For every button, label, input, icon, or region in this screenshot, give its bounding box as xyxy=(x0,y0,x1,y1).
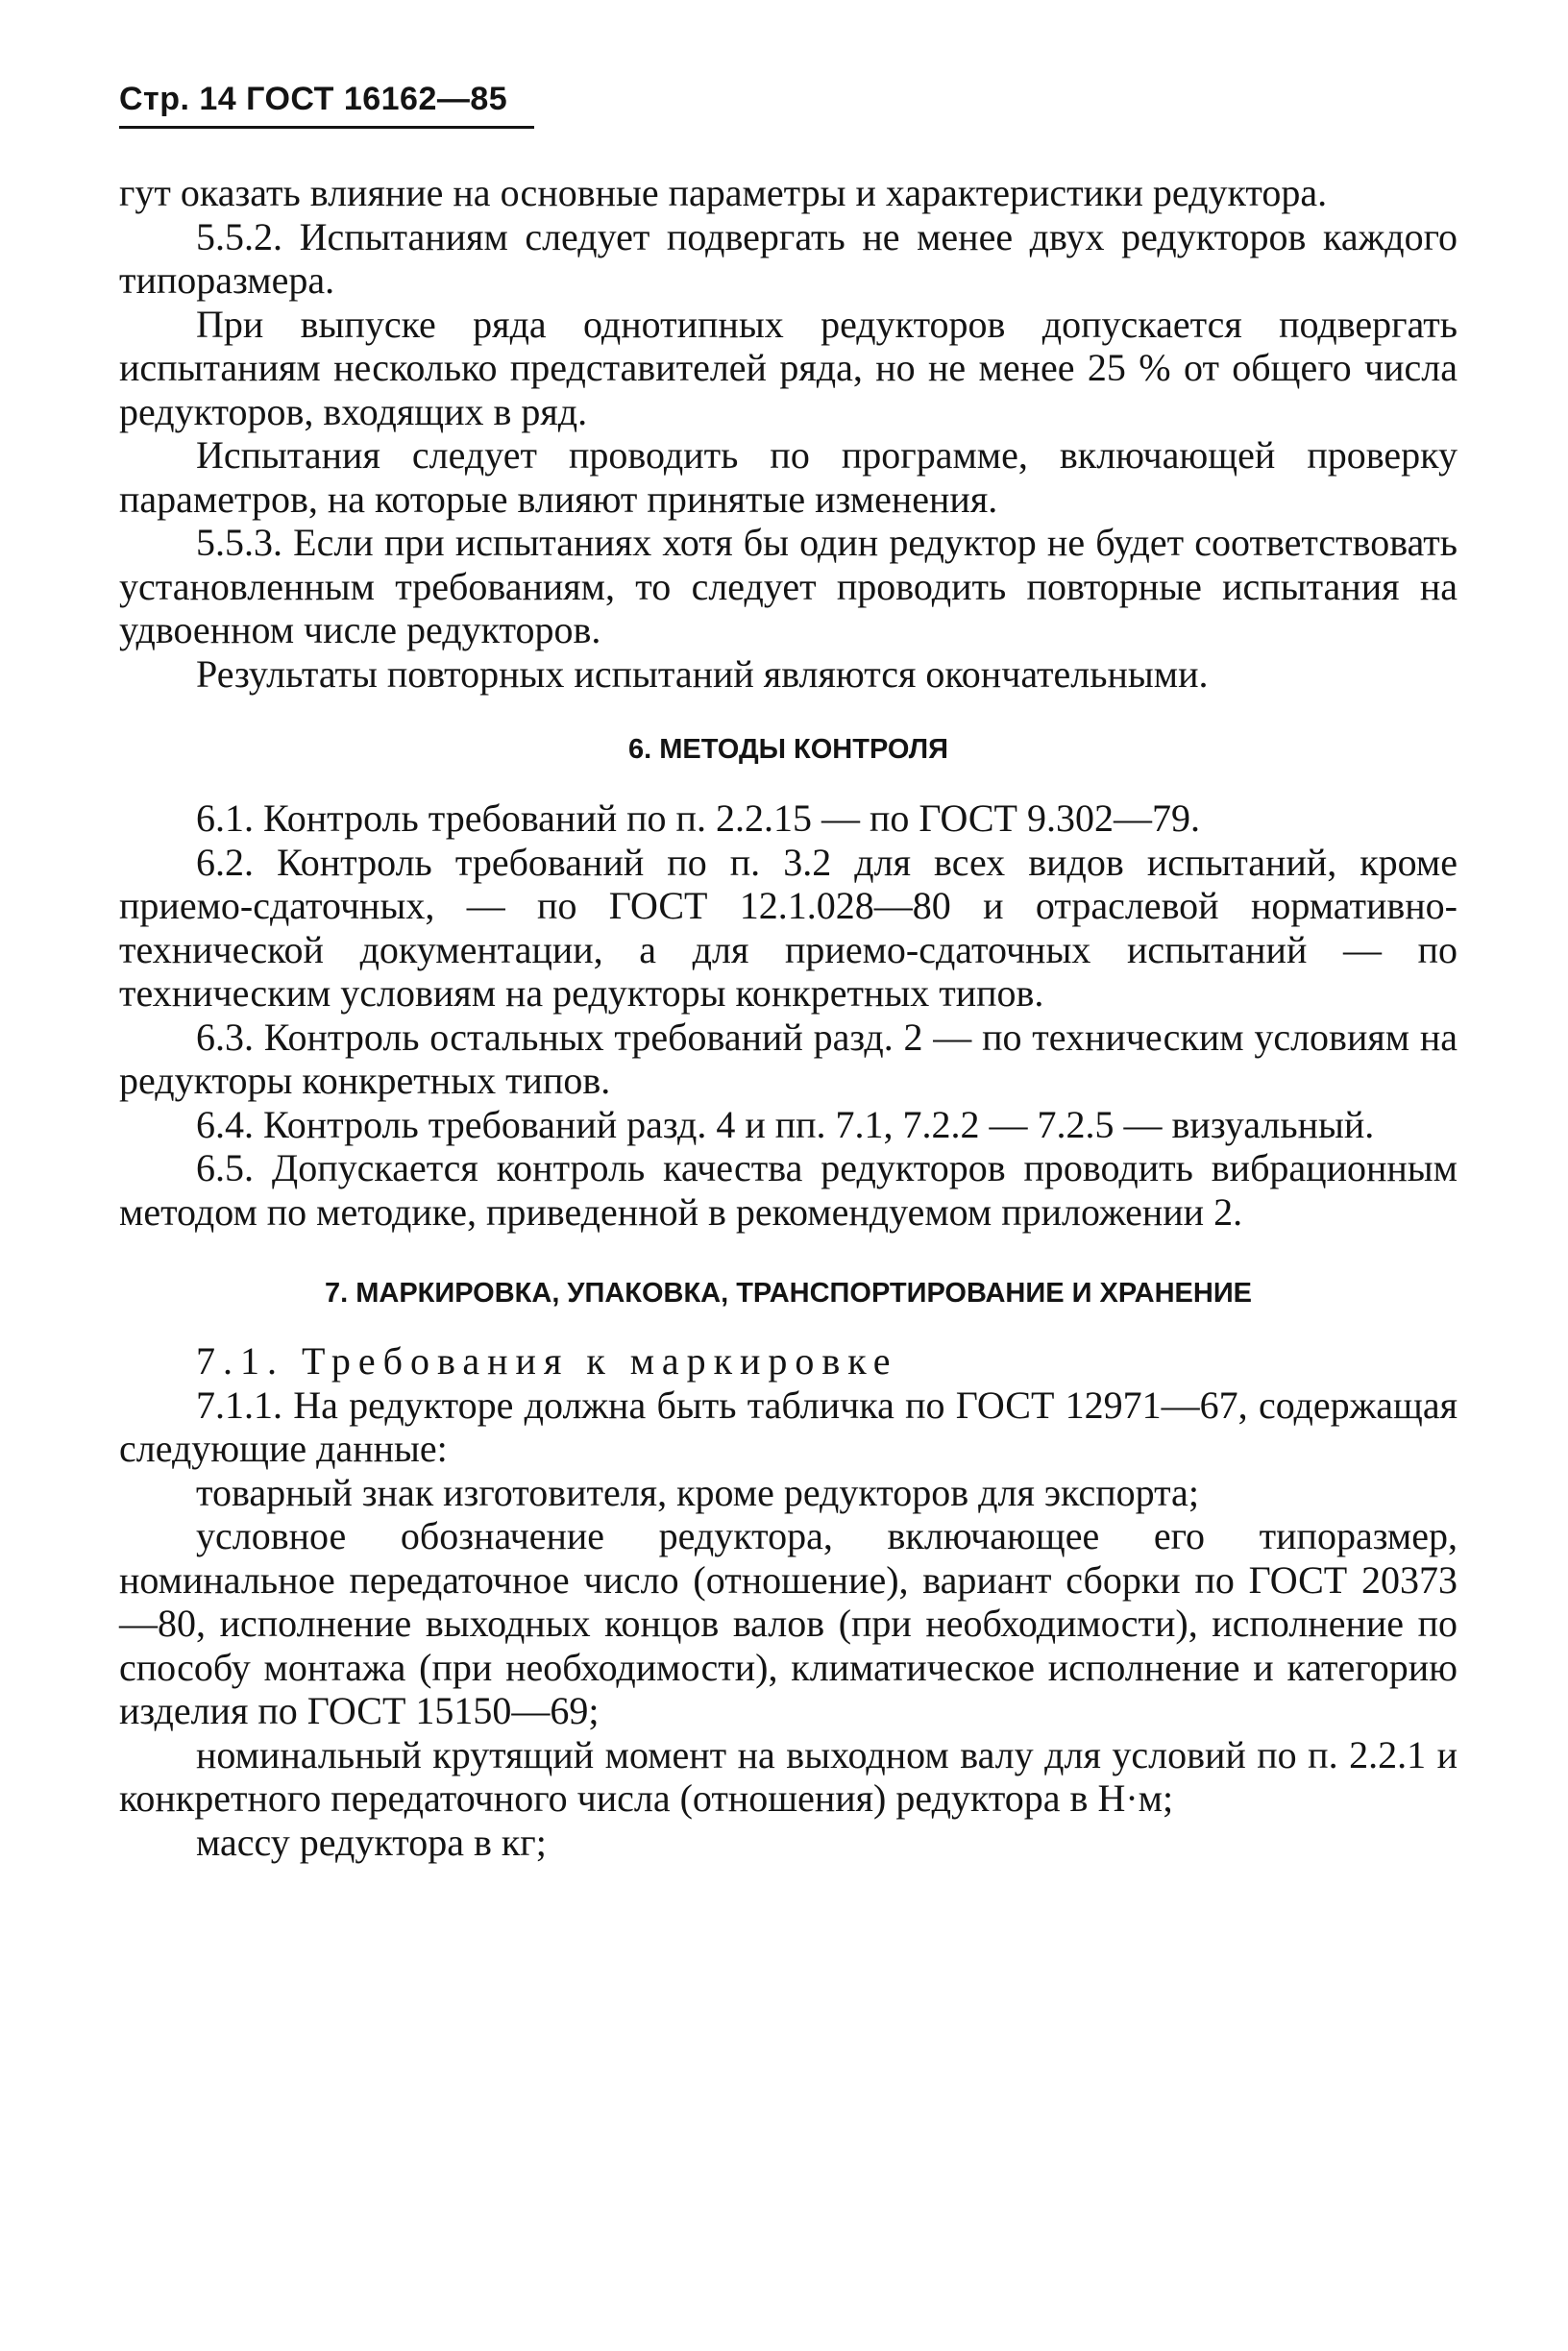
page-header: Стр. 14 ГОСТ 16162—85 xyxy=(119,81,508,117)
document-body xyxy=(119,171,1458,1864)
paragraph: 5.5.3. Если при испытаниях хотя бы один редуктор не будет соответствовать установленным требованиям, то следует проводить повторные испытания на удвоенном числе редукторов. xyxy=(119,521,1458,651)
paragraph: 6.1. Контроль требований по п. 2.2.15 — по ГОСТ 9.302—79. xyxy=(196,796,1200,840)
list-item: массу редуктора в кг; xyxy=(196,1820,547,1864)
paragraph: 5.5.2. Испытаниям следует подвергать не менее двух редукторов каждого типоразмера. xyxy=(119,214,1458,302)
list-item: номинальный крутящий момент на выходном валу для условий по п. 2.2.1 и конкретного передаточного числа (отношения) редуктора в Н·м; xyxy=(119,1732,1458,1820)
list-item: товарный знак изготовителя, кроме редукторов для экспорта; xyxy=(196,1470,1199,1514)
section-heading-6: 6. МЕТОДЫ КОНТРОЛЯ xyxy=(628,734,948,765)
section-heading-7: 7. МАРКИРОВКА, УПАКОВКА, ТРАНСПОРТИРОВАНИЕ И ХРАНЕНИЕ xyxy=(324,1278,1253,1309)
paragraph: 6.3. Контроль остальных требований разд. 2 — по техническим условиям на редукторы конкретных типов. xyxy=(119,1015,1458,1102)
paragraph: 6.5. Допускается контроль качества редукторов проводить вибрационным методом по методике, приведенной в рекомендуемом приложении 2. xyxy=(119,1146,1458,1234)
paragraph: 6.2. Контроль требований по п. 3.2 для всех видов испытаний, кроме приемо-сдаточных, — по ГОСТ 12.1.028—80 и отраслевой нормативно-технической документации, а для приемо-сдаточных испытаний — по техническим условиям на редукторы конкретных типов. xyxy=(119,840,1458,1015)
paragraph: При выпуске ряда однотипных редукторов допускается подвергать испытаниям несколько представителей ряда, но не менее 25 % от общего числа редукторов, входящих в ряд. xyxy=(119,302,1458,433)
paragraph: гут оказать влияние на основные параметры и характеристики редуктора. xyxy=(119,171,1328,214)
list-item: условное обозначение редуктора, включающее его типоразмер, номинальное передаточное число (отношение), вариант сборки по ГОСТ 20373—80, исполнение выходных концов валов (при необходимости), исполнение по способу монтажа (при необходимости), климатическое исполнение и категорию изделия по ГОСТ 15150—69; xyxy=(119,1514,1458,1732)
paragraph: Результаты повторных испытаний являются окончательными. xyxy=(196,651,1209,696)
paragraph: 7.1.1. На редукторе должна быть табличка по ГОСТ 12971—67, содержащая следующие данные: xyxy=(119,1383,1458,1470)
header-rule xyxy=(119,126,534,129)
subsection-heading: 7.1. Требования к маркировке xyxy=(196,1339,898,1383)
paragraph: Испытания следует проводить по программе, включающей проверку параметров, на которые влияют принятые изменения. xyxy=(119,433,1458,521)
paragraph: 6.4. Контроль требований разд. 4 и пп. 7.1, 7.2.2 — 7.2.5 — визуальный. xyxy=(196,1102,1375,1146)
